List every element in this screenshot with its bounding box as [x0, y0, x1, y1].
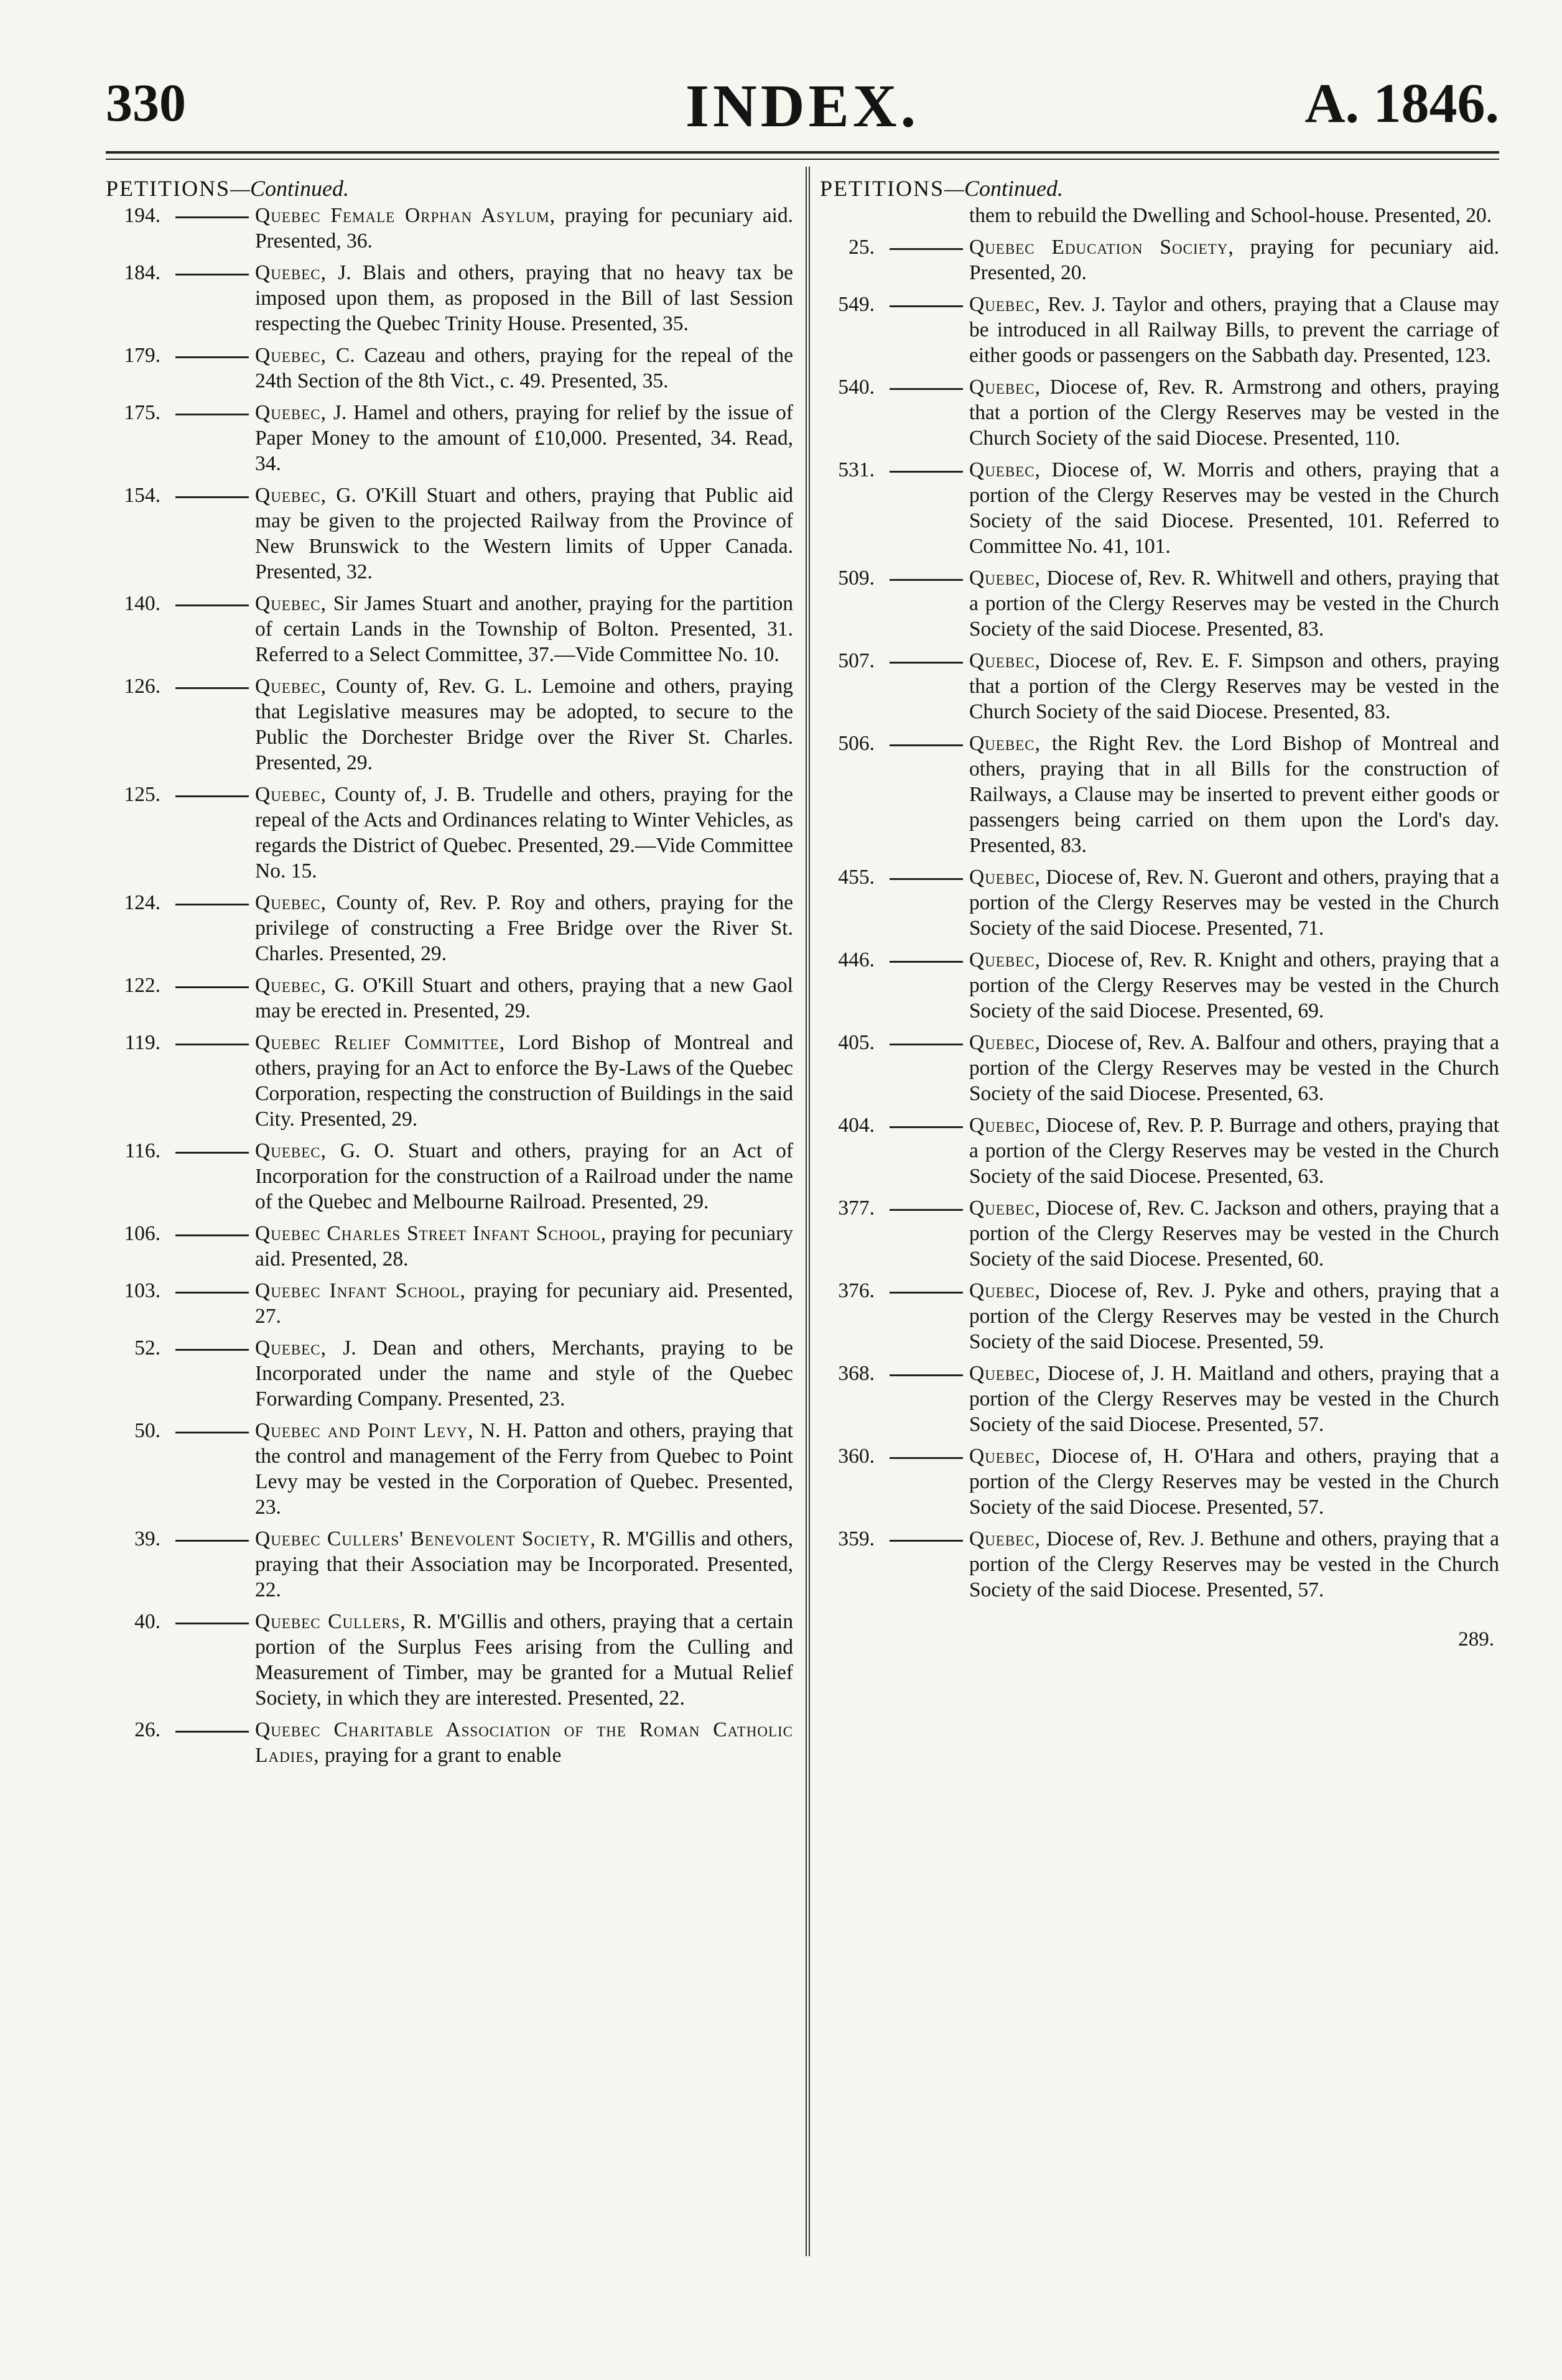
entry-number: 376.: [838, 1279, 875, 1302]
page-number: 330: [106, 73, 186, 132]
entry-text: G. O'Kill Stuart and others, praying that a new Gaol may be erected in. Presented, 29.: [255, 974, 793, 1022]
index-entry: [106, 973, 793, 1024]
entry-body: [255, 1335, 793, 1412]
entry-dash: [175, 1540, 249, 1542]
entry-number: 124.: [124, 891, 160, 914]
entry-body: [969, 1030, 1499, 1106]
index-entry: [820, 292, 1499, 368]
index-entry: [106, 343, 793, 394]
index-entry: [106, 1418, 793, 1520]
entry-dash: [890, 1457, 963, 1459]
entry-dash: [175, 687, 249, 689]
entry-name: Quebec,: [969, 866, 1041, 889]
entry-name: Quebec Relief Committee,: [255, 1031, 506, 1054]
entry-name: Quebec,: [969, 732, 1041, 755]
entry-number: 103.: [124, 1279, 160, 1302]
entry-dash: [890, 471, 963, 473]
entry-number: 549.: [838, 293, 875, 316]
entry-dash: [175, 1432, 249, 1433]
entry-dash: [890, 579, 963, 581]
entry-text: Diocese of, W. Morris and others, praying that a portion of the Clergy Reserves may be vested in the Church Society of the said Diocese. Presented, 101. Referred to Committee No. 41, 101.: [969, 458, 1499, 558]
entry-dash: [175, 1349, 249, 1351]
entry-body: [255, 1717, 793, 1768]
section-continued: —Continued.: [230, 176, 350, 201]
entry-name: Quebec,: [969, 567, 1041, 590]
header-rule-thin: [106, 159, 1499, 160]
entry-name: Quebec,: [969, 649, 1041, 672]
entry-name: Quebec,: [969, 948, 1041, 971]
entry-dash: [890, 248, 963, 250]
index-entry: [106, 203, 793, 254]
index-entry: [106, 591, 793, 667]
entry-text: Diocese of, Rev. R. Knight and others, praying that a portion of the Clergy Reserves may be vested in the Church Society of the said Diocese. Presented, 69.: [969, 948, 1499, 1022]
entry-dash: [175, 1731, 249, 1733]
entry-number: 126.: [124, 675, 160, 698]
entry-list: [106, 203, 793, 1768]
index-entry: [106, 1278, 793, 1329]
entry-number: 122.: [124, 974, 160, 997]
entry-body: [969, 1526, 1499, 1603]
entry-dash: [175, 1623, 249, 1624]
entry-number: 140.: [124, 592, 160, 615]
entry-dash: [890, 305, 963, 307]
entry-name: Quebec Infant School,: [255, 1279, 466, 1302]
index-entry: [820, 731, 1499, 858]
index-entry: [820, 565, 1499, 642]
page-header: [106, 65, 1499, 146]
entry-text: praying for pecuniary aid. Presented, 20.: [969, 236, 1500, 284]
entry-body: [969, 648, 1499, 725]
entry-name: Quebec,: [969, 1279, 1041, 1302]
entry-name: Quebec Cullers,: [255, 1610, 406, 1633]
entry-name: Quebec,: [969, 1362, 1041, 1385]
entry-name: Quebec Cullers' Benevolent Society,: [255, 1527, 597, 1550]
entry-text: Diocese of, J. H. Maitland and others, praying that a portion of the Clergy Reserves may be vested in the Church Society of the said Diocese. Presented, 57.: [969, 1362, 1499, 1436]
index-entry: [820, 374, 1499, 451]
entry-dash: [890, 744, 963, 746]
entry-text: the Right Rev. the Lord Bishop of Montreal and others, praying that in all Bills for the construction of Railways, a Clause may be inserted to prevent either goods or passengers being carried on them upon the Lord's day. Presented, 83.: [969, 732, 1499, 857]
entry-number: 531.: [838, 458, 875, 481]
entry-name: Quebec,: [255, 344, 327, 367]
entry-body: [969, 292, 1499, 368]
entry-text: Diocese of, H. O'Hara and others, praying that a portion of the Clergy Reserves may be vested in the Church Society of the said Diocese. Presented, 57.: [969, 1445, 1500, 1519]
entry-dash: [175, 356, 249, 358]
entry-text: praying for pecuniary aid. Presented, 28.: [255, 1222, 793, 1271]
entry-dash: [890, 388, 963, 390]
entry-number: 359.: [838, 1527, 875, 1550]
left-column: [106, 176, 793, 1774]
page-year: A. 1846.: [1304, 73, 1499, 134]
entry-number: 446.: [838, 948, 875, 971]
header-rule-thick: [106, 151, 1499, 154]
entry-text: Diocese of, Rev. C. Jackson and others, praying that a portion of the Clergy Reserves may be vested in the Church Society of the said Diocese. Presented, 60.: [969, 1197, 1500, 1271]
index-entry: [820, 457, 1499, 559]
entry-dash: [175, 904, 249, 905]
entry-body: [255, 1609, 793, 1711]
index-entry: [106, 1526, 793, 1603]
index-entry: [106, 1030, 793, 1132]
entry-dash: [890, 961, 963, 963]
entry-text: praying for pecuniary aid. Presented, 36.: [255, 204, 794, 252]
entry-text: praying for a grant to enable: [324, 1744, 562, 1767]
entry-number: 106.: [124, 1222, 160, 1245]
entry-text: Lord Bishop of Montreal and others, praying for an Act to enforce the By-Laws of the Quebec Corporation, respecting the construction of Buildings in the said City. Presented, 29.: [255, 1031, 793, 1131]
entry-name: Quebec,: [969, 376, 1041, 399]
entry-body: [255, 1526, 793, 1603]
entry-text: Diocese of, Rev. R. Whitwell and others, praying that a portion of the Clergy Reserves may be vested in the Church Society of the said Diocese. Presented, 83.: [969, 567, 1499, 641]
entry-body: [969, 1443, 1499, 1520]
index-entry: [106, 1609, 793, 1711]
index-entry: [106, 1138, 793, 1215]
entry-body: [255, 1030, 793, 1132]
entry-name: Quebec Charitable Association of the Roman Catholic Ladies,: [255, 1718, 793, 1767]
index-entry: [820, 1361, 1499, 1437]
entry-name: Quebec and Point Levy,: [255, 1419, 474, 1442]
entry-text: Diocese of, Rev. E. F. Simpson and others, praying that a portion of the Clergy Reserves may be vested in the Church Society of the said Diocese. Presented, 83.: [969, 649, 1499, 723]
entry-body: [255, 400, 793, 476]
page-title: INDEX.: [685, 73, 920, 140]
entry-number: 368.: [838, 1362, 875, 1385]
entry-name: Quebec,: [255, 1139, 327, 1162]
entry-body: [255, 203, 793, 254]
entry-name: Quebec,: [255, 675, 327, 698]
index-entry: [106, 890, 793, 966]
index-entry: [106, 1221, 793, 1272]
index-entry: [820, 1526, 1499, 1603]
entry-text: praying for pecuniary aid. Presented, 27.: [255, 1279, 793, 1328]
entry-name: Quebec,: [255, 974, 327, 997]
entry-body: [255, 1138, 793, 1215]
entry-body: [255, 674, 793, 776]
entry-number: 50.: [134, 1419, 160, 1442]
entry-body: [969, 947, 1499, 1024]
entry-number: 507.: [838, 649, 875, 672]
entry-number: 540.: [838, 376, 875, 399]
entry-name: Quebec Education Society,: [969, 236, 1234, 259]
entry-body: [969, 1195, 1499, 1272]
entry-text: County of, J. B. Trudelle and others, praying for the repeal of the Acts and Ordinances relating to Winter Vehicles, as regards the District of Quebec. Presented, 29.—Vide Committee No. 15.: [255, 783, 794, 882]
entry-number: 39.: [134, 1527, 160, 1550]
entry-name: Quebec,: [255, 592, 327, 615]
entry-dash: [175, 1152, 249, 1154]
entry-text: G. O. Stuart and others, praying for an Act of Incorporation for the construction of a Railroad under the name of the Quebec and Melbourne Railroad. Presented, 29.: [255, 1139, 793, 1213]
entry-dash: [890, 1374, 963, 1376]
index-entry: [820, 1030, 1499, 1106]
entry-dash: [175, 1234, 249, 1236]
entry-body: [969, 457, 1499, 559]
entry-number: 377.: [838, 1197, 875, 1220]
entry-number: 116.: [124, 1139, 160, 1162]
entry-number: 455.: [838, 866, 875, 889]
section-continued: —Continued.: [944, 176, 1064, 201]
continuation-text: them to rebuild the Dwelling and School-house. Presented, 20.: [969, 204, 1492, 227]
entry-dash: [175, 986, 249, 988]
entry-name: Quebec,: [255, 484, 327, 507]
entry-body: [255, 1221, 793, 1272]
entry-dash: [890, 878, 963, 880]
entry-number: 119.: [124, 1031, 160, 1054]
entry-dash: [890, 1540, 963, 1542]
entry-name: Quebec Female Orphan Asylum,: [255, 204, 556, 227]
entry-name: Quebec,: [255, 261, 327, 284]
index-entry: [820, 234, 1499, 285]
section-title: PETITIONS—Continued.: [106, 176, 350, 201]
entry-body: [969, 565, 1499, 642]
entry-body: [255, 782, 793, 884]
entry-text: G. O'Kill Stuart and others, praying that Public aid may be given to the projected Railway from the Province of New Brunswick to the Western limits of Upper Canada. Presented, 32.: [255, 484, 793, 583]
entry-name: Quebec Charles Street Infant School,: [255, 1222, 607, 1245]
entry-dash: [890, 1292, 963, 1294]
entry-text: J. Dean and others, Merchants, praying to be Incorporated under the name and style of the Quebec Forwarding Company. Presented, 23.: [255, 1336, 794, 1410]
index-entry: [106, 782, 793, 884]
entry-text: Sir James Stuart and another, praying for the partition of certain Lands in the Township of Bolton. Presented, 31. Referred to a Select Committee, 37.—Vide Committee No. 10.: [255, 592, 793, 666]
entry-text: J. Hamel and others, praying for relief by the issue of Paper Money to the amount of £10,000. Presented, 34. Read, 34.: [255, 401, 794, 475]
entry-text: Diocese of, Rev. J. Pyke and others, praying that a portion of the Clergy Reserves may be vested in the Church Society of the said Diocese. Presented, 59.: [969, 1279, 1500, 1353]
entry-number: 40.: [134, 1610, 160, 1633]
index-entry: [820, 1113, 1499, 1189]
entry-text: N. H. Patton and others, praying that the control and management of the Ferry from Quebec to Point Levy may be vested in the Corporation of Quebec. Presented, 23.: [255, 1419, 793, 1519]
entry-dash: [890, 662, 963, 664]
index-entry: [106, 400, 793, 476]
entry-name: Quebec,: [969, 458, 1041, 481]
entry-dash: [175, 216, 249, 218]
entry-number: 404.: [838, 1114, 875, 1137]
entry-text: Diocese of, Rev. J. Bethune and others, praying that a portion of the Clergy Reserves may be vested in the Church Society of the said Diocese. Presented, 57.: [969, 1527, 1499, 1601]
entry-name: Quebec,: [255, 401, 327, 424]
entry-name: Quebec,: [969, 1527, 1041, 1550]
index-entry: [820, 1443, 1499, 1520]
entry-body: [969, 374, 1499, 451]
entry-number: 360.: [838, 1445, 875, 1468]
entry-text: County of, Rev. P. Roy and others, praying for the privilege of constructing a Free Bridge over the River St. Charles. Presented, 29.: [255, 891, 794, 965]
entry-dash: [890, 1126, 963, 1128]
entry-dash: [175, 1292, 249, 1294]
entry-body: [255, 343, 793, 394]
entry-number: 184.: [124, 261, 160, 284]
entry-text: Rev. J. Taylor and others, praying that a Clause may be introduced in all Railway Bills, to prevent the carriage of either goods or passengers on the Sabbath day. Presented, 123.: [969, 293, 1499, 367]
entry-name: Quebec,: [255, 783, 327, 806]
entry-number: 175.: [124, 401, 160, 424]
entry-dash: [890, 1209, 963, 1211]
entry-body: [969, 234, 1499, 285]
entry-text: R. M'Gillis and others, praying that a certain portion of the Surplus Fees arising from the Culling and Measurement of Timber, may be granted for a Mutual Relief Society, in which they are interested. Presented, 22.: [255, 1610, 793, 1710]
entry-name: Quebec,: [969, 293, 1041, 316]
entry-dash: [175, 604, 249, 606]
entry-name: Quebec,: [969, 1114, 1041, 1137]
index-entry: [106, 1335, 793, 1412]
index-entry: [820, 947, 1499, 1024]
entry-number: 154.: [124, 484, 160, 507]
entry-number: 26.: [134, 1718, 160, 1741]
entry-dash: [175, 1044, 249, 1045]
right-column: [820, 176, 1500, 1651]
entry-number: 194.: [124, 204, 160, 227]
entry-name: Quebec,: [255, 891, 327, 914]
column-divider: [806, 167, 810, 2256]
entry-name: Quebec,: [969, 1197, 1041, 1220]
entry-body: [969, 731, 1499, 858]
index-entry: [820, 1195, 1499, 1272]
entry-list: [820, 234, 1499, 1603]
index-entry: [106, 674, 793, 776]
index-entry: [820, 864, 1499, 941]
entry-dash: [175, 795, 249, 797]
folio-mark: 289.: [1458, 1628, 1494, 1651]
entry-text: Diocese of, Rev. P. P. Burrage and others, praying that a portion of the Clergy Reserves may be vested in the Church Society of the said Diocese. Presented, 63.: [969, 1114, 1499, 1188]
entry-body: [255, 890, 793, 966]
entry-dash: [175, 496, 249, 498]
entry-number: 179.: [124, 344, 160, 367]
entry-text: C. Cazeau and others, praying for the repeal of the 24th Section of the 8th Vict., c. 49. Presented, 35.: [255, 344, 794, 392]
entry-number: 506.: [838, 732, 875, 755]
entry-text: Diocese of, Rev. A. Balfour and others, praying that a portion of the Clergy Reserves may be vested in the Church Society of the said Diocese. Presented, 63.: [969, 1031, 1499, 1105]
section-title: PETITIONS—Continued.: [820, 176, 1064, 201]
index-entry: [106, 260, 793, 336]
entry-text: Diocese of, Rev. R. Armstrong and others, praying that a portion of the Clergy Reserves may be vested in the Church Society of the said Diocese. Presented, 110.: [969, 376, 1499, 450]
entry-text: Diocese of, Rev. N. Gueront and others, praying that a portion of the Clergy Reserves may be vested in the Church Society of the said Diocese. Presented, 71.: [969, 866, 1499, 940]
index-entry: [106, 483, 793, 585]
entry-number: 52.: [134, 1336, 160, 1359]
entry-body: [255, 483, 793, 585]
entry-text: R. M'Gillis and others, praying that their Association may be Incorporated. Presented, 22.: [255, 1527, 793, 1601]
entry-name: Quebec,: [255, 1336, 327, 1359]
entry-number: 509.: [838, 567, 875, 590]
entry-body: [969, 864, 1499, 941]
entry-body: [255, 260, 793, 336]
index-entry: [820, 648, 1499, 725]
entry-text: County of, Rev. G. L. Lemoine and others, praying that Legislative measures may be adopted, to secure to the Public the Dorchester Bridge over the River St. Charles. Presented, 29.: [255, 675, 794, 774]
entry-name: Quebec,: [969, 1031, 1041, 1054]
entry-body: [255, 591, 793, 667]
entry-body: [969, 1113, 1499, 1189]
index-entry: [106, 1717, 793, 1768]
entry-text: J. Blais and others, praying that no heavy tax be imposed upon them, as proposed in the Bill of last Session respecting the Quebec Trinity House. Presented, 35.: [255, 261, 794, 335]
entry-number: 405.: [838, 1031, 875, 1054]
entry-dash: [890, 1044, 963, 1045]
entry-number: 125.: [124, 783, 160, 806]
index-entry: [820, 1278, 1499, 1354]
entry-body: [255, 1278, 793, 1329]
entry-body: [255, 973, 793, 1024]
entry-name: Quebec,: [969, 1445, 1041, 1468]
entry-body: [969, 1361, 1499, 1437]
entry-dash: [175, 274, 249, 276]
entry-dash: [175, 414, 249, 415]
entry-number: 25.: [848, 236, 875, 259]
entry-body: [969, 1278, 1499, 1354]
entry-body: [255, 1418, 793, 1520]
